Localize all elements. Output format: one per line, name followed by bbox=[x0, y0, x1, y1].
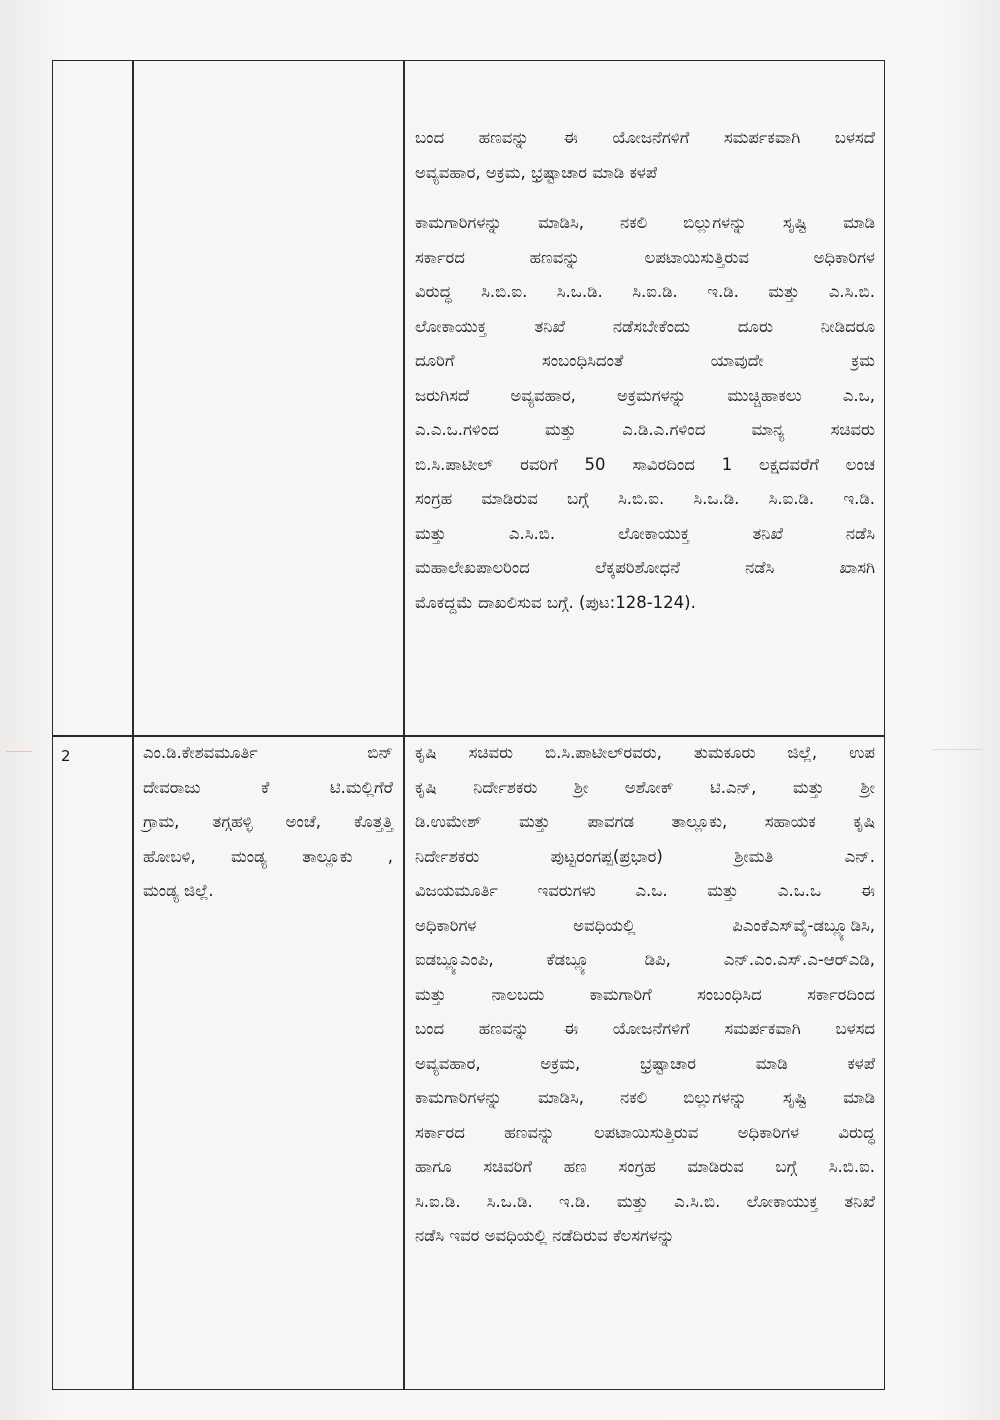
text-line: ಕಾಮಗಾರಿಗಳನ್ನು ಮಾಡಿಸಿ, ನಕಲಿ ಬಿಲ್ಲುಗಳನ್ನು ಸೃಷ್ಟಿ ಮಾಡಿ bbox=[415, 1088, 875, 1107]
row-number: 2 bbox=[61, 747, 71, 765]
text-line: ಬಿ.ಸಿ.ಪಾಟೀಲ್ ರವರಿಗೆ 50 ಸಾವಿರದಿಂದ 1 ಲಕ್ಷದವರೆಗೆ ಲಂಚ bbox=[415, 454, 875, 474]
text-line: ಬಂದ ಹಣವನ್ನು ಈ ಯೋಜನೆಗಳಿಗೆ ಸಮರ್ಪಕವಾಗಿ ಬಳಸದ bbox=[415, 1019, 875, 1038]
text-line: ಜರುಗಿಸದೆ ಅವ್ಯವಹಾರ, ಅಕ್ರಮಗಳನ್ನು ಮುಚ್ಚಿಹಾಕಲು ಎ.ಒ, bbox=[415, 385, 875, 405]
text-line: ಅಧಿಕಾರಿಗಳ ಅವಧಿಯಲ್ಲಿ ಪಿಎಂಕೆಎಸ್‌ವೈ-ಡಬ್ಲ್ಯೂಡಿಸಿ, bbox=[415, 915, 875, 935]
text-line: ಡಿ.ಉಮೇಶ್ ಮತ್ತು ಪಾವಗಡ ತಾಲ್ಲೂಕು, ಸಹಾಯಕ ಕೃಷಿ bbox=[415, 812, 875, 831]
text-line: ಎ.ಎ.ಒ.ಗಳಿಂದ ಮತ್ತು ಎ.ಡಿ.ಎ.ಗಳಿಂದ ಮಾನ್ಯ ಸಚಿವರು bbox=[415, 420, 875, 439]
scan-mark bbox=[932, 749, 982, 750]
text-line: ಸಂಗ್ರಹ ಮಾಡಿರುವ ಬಗ್ಗೆ ಸಿ.ಬಿ.ಐ. ಸಿ.ಒ.ಡಿ. ಸಿ.ಐ.ಡಿ. ಇ.ಡಿ. bbox=[415, 489, 875, 508]
scan-mark bbox=[6, 751, 32, 752]
text-line: ಮಹಾಲೇಖಪಾಲರಿಂದ ಲೆಕ್ಕಪರಿಶೋಧನೆ ನಡೆಸಿ ಖಾಸಗಿ bbox=[415, 558, 875, 577]
text-line: ಸಿ.ಐ.ಡಿ. ಸಿ.ಒ.ಡಿ. ಇ.ಡಿ. ಮತ್ತು ಎ.ಸಿ.ಬಿ. ಲೋಕಾಯುಕ್ತ ತನಿಖೆ bbox=[415, 1191, 875, 1211]
text-line: ಮತ್ತು ನಾಲಬದು ಕಾಮಗಾರಿಗೆ ಸಂಬಂಧಿಸಿದ ಸರ್ಕಾರದಿಂದ bbox=[415, 984, 875, 1004]
text-line: ಮಂಡ್ಯ ಜಿಲ್ಲೆ. bbox=[143, 881, 214, 900]
column-divider bbox=[132, 61, 134, 1389]
text-line: ಅವ್ಯವಹಾರ, ಅಕ್ರಮ, ಭ್ರಷ್ಟಾಚಾರ ಮಾಡಿ ಕಳಪೆ bbox=[415, 162, 658, 182]
text-line: ಕೃಷಿ ಸಚಿವರು ಬಿ.ಸಿ.ಪಾಟೀಲ್‌ರವರು, ತುಮಕೂರು ಜಿಲ್ಲೆ, ಉಪ bbox=[415, 743, 875, 762]
text-line: ಅವ್ಯವಹಾರ, ಅಕ್ರಮ, ಭ್ರಷ್ಟಾಚಾರ ಮಾಡಿ ಕಳಪೆ bbox=[415, 1053, 875, 1073]
text-line: ನಡೆಸಿ ಇವರ ಅವಧಿಯಲ್ಲಿ ನಡೆದಿರುವ ಕೆಲಸಗಳನ್ನು bbox=[415, 1226, 675, 1245]
text-line: ವಿರುದ್ಧ ಸಿ.ಬಿ.ಐ. ಸಿ.ಒ.ಡಿ. ಸಿ.ಐ.ಡಿ. ಇ.ಡಿ. ಮತ್ತು ಎ.ಸಿ.ಬಿ. bbox=[415, 282, 875, 301]
text-line: ಲೋಕಾಯುಕ್ತ ತನಿಖೆ ನಡೆಸಬೇಕೆಂದು ದೂರು ನೀಡಿದರೂ bbox=[415, 316, 875, 336]
text-line: ಮೊಕದ್ದಮೆ ದಾಖಲಿಸುವ ಬಗ್ಗೆ. (ಪುಟ:128-124). bbox=[415, 592, 696, 612]
text-line: ನಿರ್ದೇಶಕರು ಪುಟ್ಟರಂಗಪ್ಪ(ಪ್ರಭಾರ) ಶ್ರೀಮತಿ ಎನ್. bbox=[415, 846, 875, 866]
text-line: ಹಾಗೂ ಸಚಿವರಿಗೆ ಹಣ ಸಂಗ್ರಹ ಮಾಡಿರುವ ಬಗ್ಗೆ ಸಿ.ಬಿ.ಐ. bbox=[415, 1157, 875, 1176]
text-line: ಹೋಬಳಿ, ಮಂಡ್ಯ ತಾಲ್ಲೂಕು , bbox=[143, 846, 393, 866]
text-line: ದೇವರಾಜು ಕೆ ಟಿ.ಮಲ್ಲಿಗೆರೆ bbox=[143, 777, 393, 797]
column-divider bbox=[403, 61, 405, 1389]
text-line: ಕೃಷಿ ನಿರ್ದೇಶಕರು ಶ್ರೀ ಅಶೋಕ್ ಟಿ.ಎನ್, ಮತ್ತು ಶ್ರೀ bbox=[415, 777, 875, 797]
text-line: ಐಡಬ್ಲ್ಯೂಎಂಪಿ, ಕೆಡಬ್ಲ್ಯೂ ಡಿಪಿ, ಎನ್.ಎಂ.ಎಸ್.ಎ-ಆರ್‌ಎಡಿ, bbox=[415, 950, 875, 969]
text-line: ಬಂದ ಹಣವನ್ನು ಈ ಯೋಜನೆಗಳಿಗೆ ಸಮರ್ಪಕವಾಗಿ ಬಳಸದೆ bbox=[415, 128, 875, 147]
text-line: ಸರ್ಕಾರದ ಹಣವನ್ನು ಲಪಟಾಯಿಸುತ್ತಿರುವ ಅಧಿಕಾರಿಗಳ bbox=[415, 247, 875, 267]
text-line: ಗ್ರಾಮ, ತಗ್ಗಹಳ್ಳಿ ಅಂಚೆ, ಕೊತ್ತತ್ತಿ bbox=[143, 812, 393, 831]
row-1-details bbox=[415, 121, 875, 620]
row-2-complainant bbox=[143, 736, 393, 909]
text-line: ಕಾಮಗಾರಿಗಳನ್ನು ಮಾಡಿಸಿ, ನಕಲಿ ಬಿಲ್ಲುಗಳನ್ನು ಸೃಷ್ಟಿ ಮಾಡಿ bbox=[415, 213, 875, 232]
text-line: ಎಂ.ಡಿ.ಕೇಶವಮೂರ್ತಿ ಬಿನ್ bbox=[143, 743, 393, 762]
row-2-details bbox=[415, 736, 875, 1254]
text-line: ದೂರಿಗೆ ಸಂಬಂಧಿಸಿದಂತೆ ಯಾವುದೇ ಕ್ರಮ bbox=[415, 351, 875, 370]
text-line: ವಿಜಯಮೂರ್ತಿ ಇವರುಗಳು ಎ.ಒ. ಮತ್ತು ಎ.ಒ.ಒ ಈ bbox=[415, 881, 875, 900]
text-line: ಸರ್ಕಾರದ ಹಣವನ್ನು ಲಪಟಾಯಿಸುತ್ತಿರುವ ಅಧಿಕಾರಿಗಳ ವಿರುದ್ಧ bbox=[415, 1122, 875, 1142]
complaint-table bbox=[52, 60, 885, 1390]
text-line: ಮತ್ತು ಎ.ಸಿ.ಬಿ. ಲೋಕಾಯುಕ್ತ ತನಿಖೆ ನಡೆಸಿ bbox=[415, 523, 875, 543]
